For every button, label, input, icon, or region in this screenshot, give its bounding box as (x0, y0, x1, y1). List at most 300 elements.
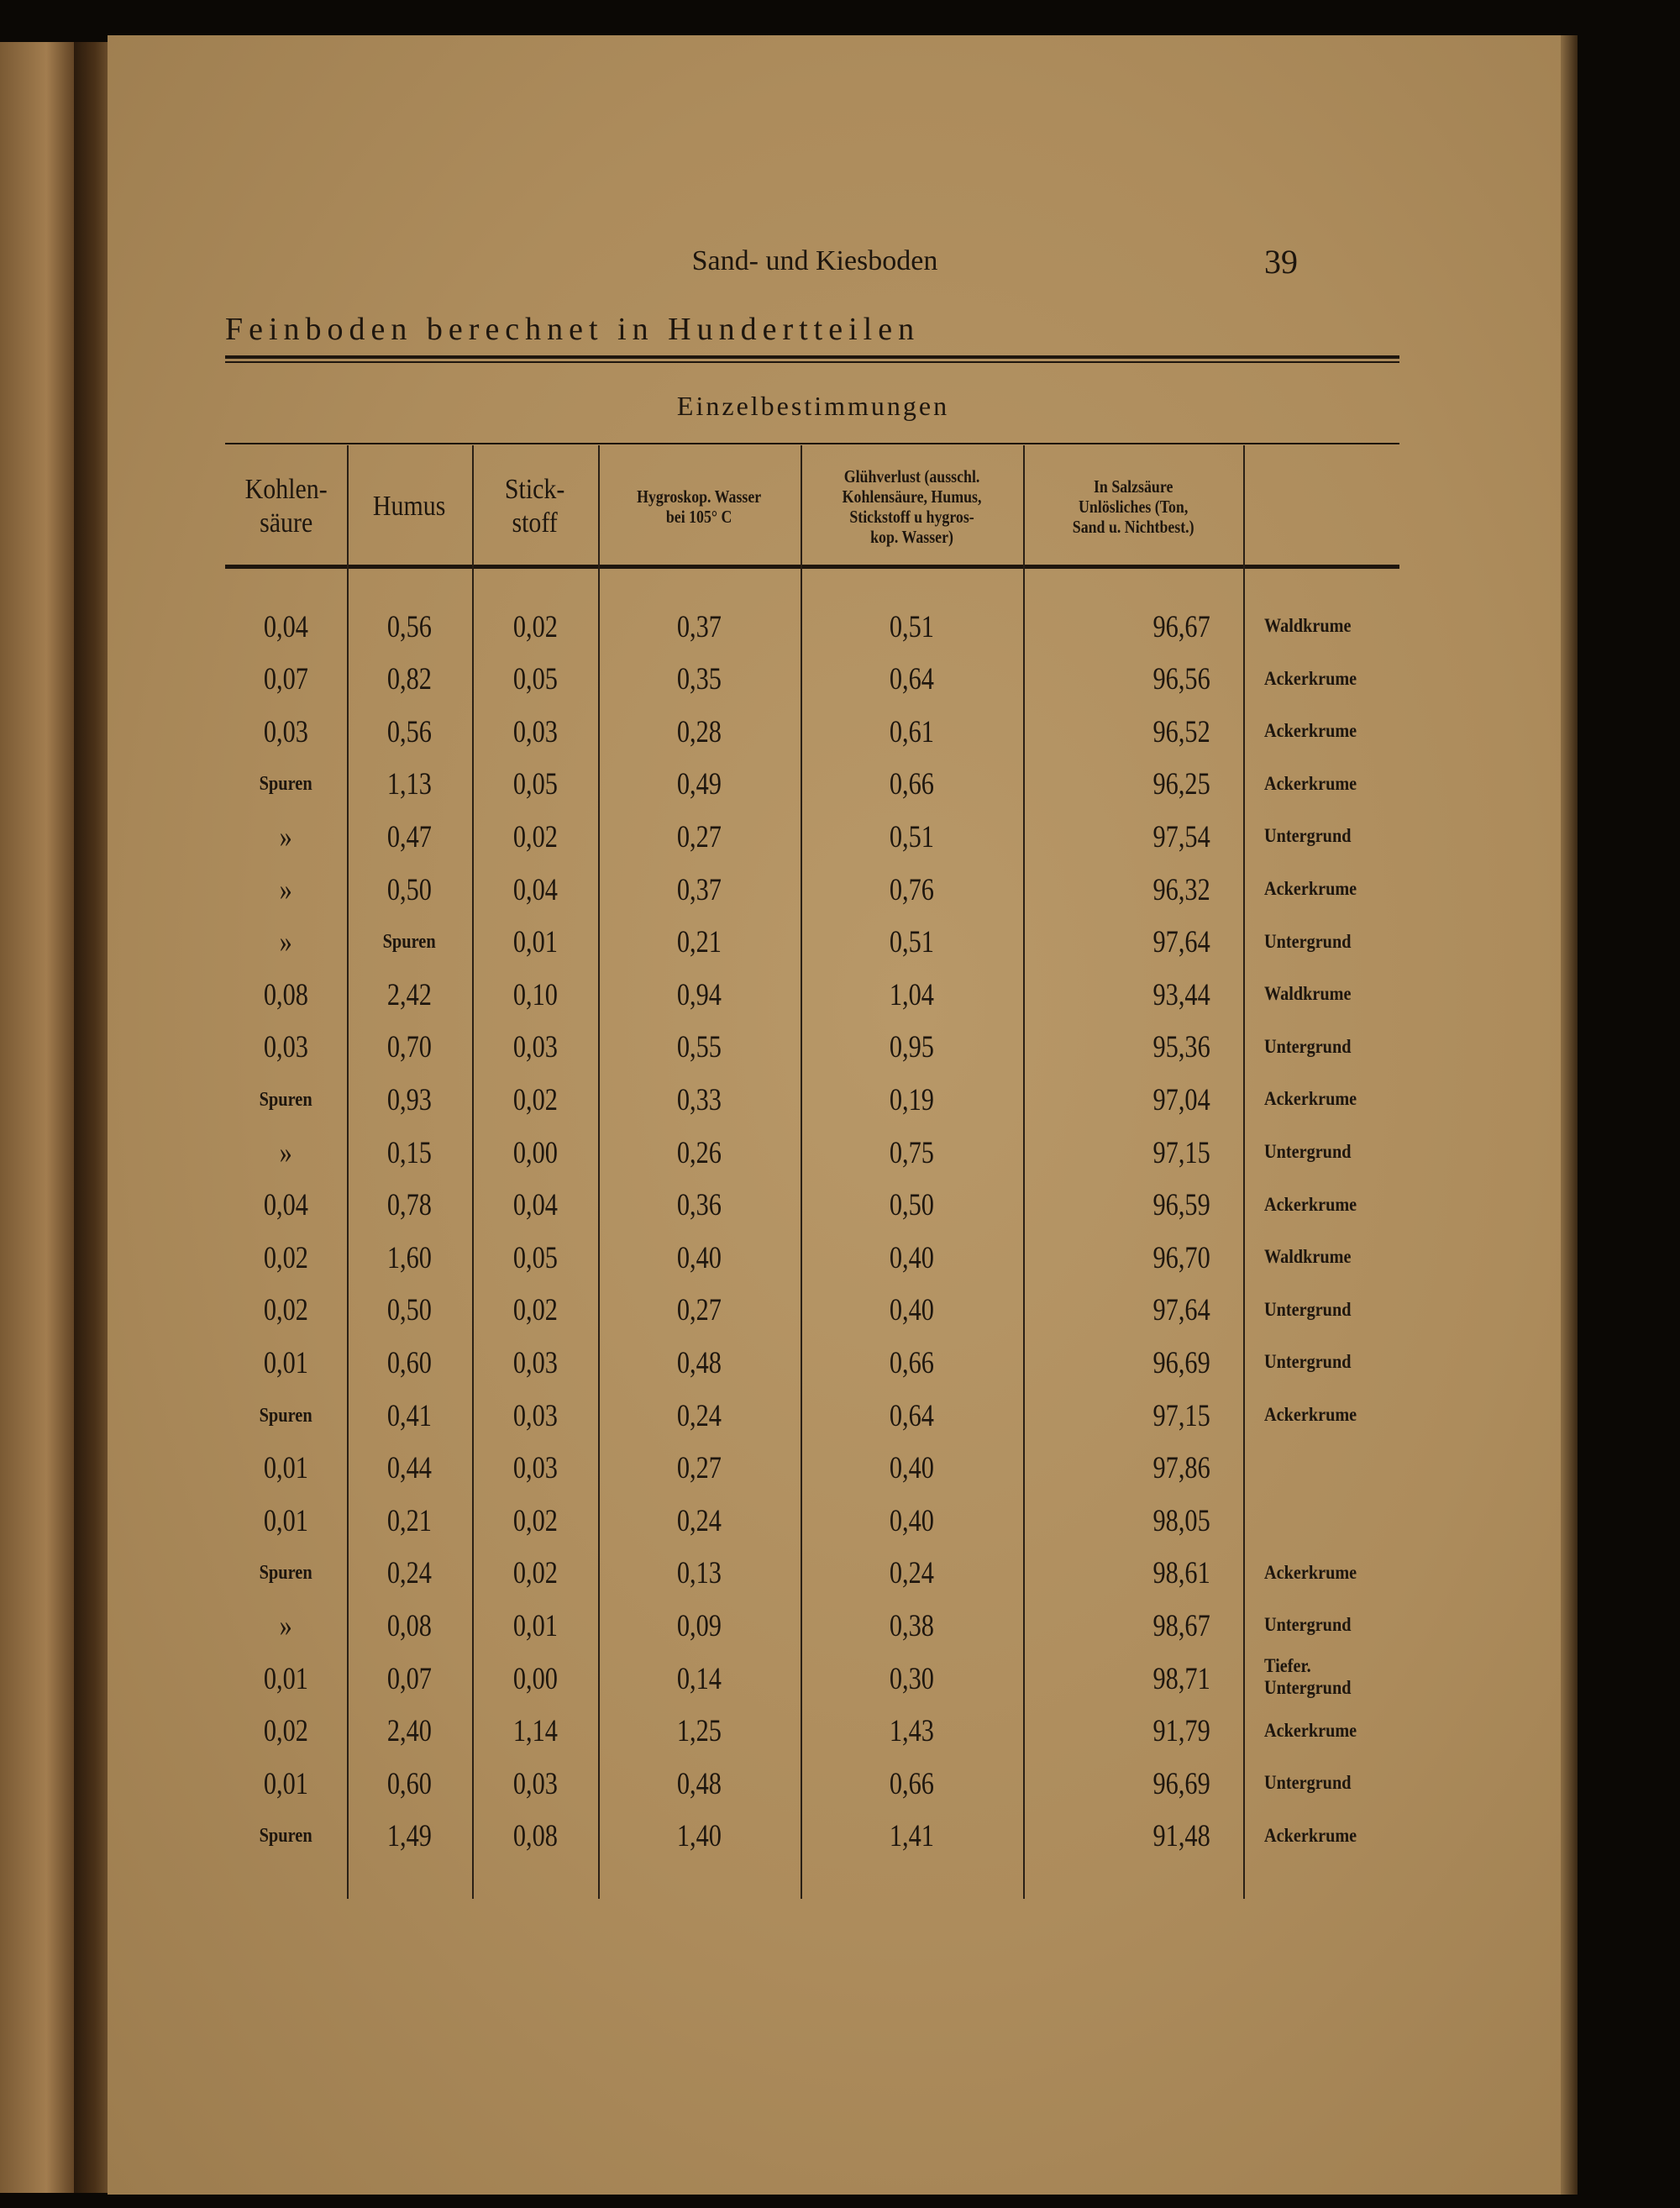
table-cell (472, 917, 598, 968)
table-cell (598, 1653, 801, 1704)
table-cell (472, 865, 598, 915)
table-cell (347, 812, 472, 862)
note-text: Untergrund (1264, 930, 1352, 952)
cell-value: 0,01 (512, 925, 558, 960)
note-text: Waldkrume (1264, 615, 1352, 636)
note-text: Ackerkrume (1264, 878, 1357, 899)
cell-value: 0,49 (676, 767, 722, 802)
table-cell (347, 1285, 472, 1336)
soil-layer-note (1264, 1404, 1415, 1426)
cell-value: 0,00 (512, 1135, 558, 1170)
cell-value: 91,79 (1152, 1714, 1210, 1749)
table-cell (598, 1233, 801, 1283)
table-cell (225, 1338, 347, 1388)
soil-layer-note (1264, 615, 1415, 637)
cell-value: 96,52 (1152, 714, 1210, 749)
soil-layer-note (1264, 931, 1415, 953)
table-cell (801, 1601, 1023, 1651)
title-rule-thin (225, 361, 1399, 363)
table-cell (347, 1023, 472, 1073)
cell-value: 0,48 (676, 1766, 722, 1801)
cell-value: 0,10 (512, 977, 558, 1012)
cell-value: 0,60 (386, 1345, 433, 1380)
table-cell (598, 1023, 801, 1073)
cell-value: 0,05 (512, 767, 558, 802)
column-header (801, 445, 1023, 567)
table-cell (801, 1180, 1023, 1231)
table-cell (801, 1443, 1023, 1494)
cell-value: 0,15 (386, 1135, 433, 1170)
cell-value: 96,56 (1152, 662, 1210, 697)
title-rule-thick (225, 355, 1399, 359)
table-cell (801, 602, 1023, 652)
column-header (598, 445, 801, 567)
table-cell (472, 1759, 598, 1809)
cell-value: » (279, 1135, 293, 1170)
table-cell (598, 1601, 801, 1651)
table-cell (472, 812, 598, 862)
table-cell (801, 812, 1023, 862)
note-text: Ackerkrume (1264, 1088, 1357, 1110)
table-cell (801, 1233, 1023, 1283)
table-cell (1023, 1180, 1216, 1231)
table-cell (472, 1548, 598, 1599)
table-cell (1023, 1759, 1216, 1809)
cell-value: 1,14 (512, 1714, 558, 1749)
table-cell (472, 760, 598, 810)
table-cell (472, 1128, 598, 1178)
cell-value: 0,03 (512, 1766, 558, 1801)
cell-value: 0,40 (889, 1240, 935, 1275)
cell-value: 96,67 (1152, 609, 1210, 644)
column-header-line: Unlösliches (Ton, (1078, 496, 1189, 517)
cell-value: 0,02 (263, 1293, 309, 1328)
cell-value: 0,51 (889, 609, 935, 644)
table-cell (1023, 1233, 1216, 1283)
table-cell (347, 917, 472, 968)
table-cell (225, 1706, 347, 1757)
table-cell (472, 707, 598, 757)
table-cell (347, 655, 472, 705)
soil-layer-note (1264, 720, 1415, 742)
cell-value: 0,02 (512, 1503, 558, 1538)
cell-value: 0,36 (676, 1188, 722, 1223)
table-cell (472, 1601, 598, 1651)
cell-value: 1,25 (676, 1714, 722, 1749)
table-cell (598, 1759, 801, 1809)
cell-value: 0,50 (386, 872, 433, 907)
note-text: Ackerkrume (1264, 1824, 1357, 1846)
table-cell (801, 1496, 1023, 1546)
cell-value: 0,26 (676, 1135, 722, 1170)
cell-value: 95,36 (1152, 1030, 1210, 1065)
cell-value: 0,08 (386, 1608, 433, 1643)
table-cell (1023, 812, 1216, 862)
table-cell (225, 865, 347, 915)
cell-value: 91,48 (1152, 1819, 1210, 1854)
cell-value: 0,08 (512, 1819, 558, 1854)
table-cell (598, 602, 801, 652)
table-cell (1023, 602, 1216, 652)
table-cell (347, 865, 472, 915)
cell-value: 0,02 (512, 1556, 558, 1591)
cell-value: 0,28 (676, 714, 722, 749)
cell-value: 1,41 (889, 1819, 935, 1854)
cell-value: Spuren (259, 1404, 313, 1427)
table-cell (598, 1338, 801, 1388)
table-cell (598, 1285, 801, 1336)
table-cell (225, 1075, 347, 1125)
table-cell (472, 1811, 598, 1862)
cell-value: 0,24 (386, 1556, 433, 1591)
cell-value: » (279, 872, 293, 907)
table-cell (472, 1023, 598, 1073)
table-cell (472, 1391, 598, 1441)
column-header-line: Kohlensäure, Humus, (842, 486, 982, 507)
cell-value: 2,40 (386, 1714, 433, 1749)
cell-value: 0,78 (386, 1188, 433, 1223)
right-page-edge (1561, 35, 1578, 2195)
table-cell (225, 760, 347, 810)
cell-value: 0,66 (889, 1345, 935, 1380)
table-cell (1023, 1338, 1216, 1388)
cell-value: 0,03 (512, 714, 558, 749)
cell-value: 97,54 (1152, 819, 1210, 854)
soil-layer-note (1264, 878, 1415, 900)
table-cell (1023, 917, 1216, 968)
note-text: Waldkrume (1264, 1246, 1352, 1268)
table-cell (1023, 970, 1216, 1020)
table-cell (1023, 1548, 1216, 1599)
table-cell (1023, 1653, 1216, 1704)
soil-layer-note (1264, 825, 1415, 847)
column-header-line: Stickstoff u hygros- (849, 506, 974, 527)
column-header-line: Kohlen- (244, 473, 328, 505)
cell-value: 98,61 (1152, 1556, 1210, 1591)
table-cell (225, 1548, 347, 1599)
cell-value: Spuren (259, 1562, 313, 1585)
table-cell (347, 602, 472, 652)
cell-value: 0,03 (263, 714, 309, 749)
cell-value: 97,15 (1152, 1398, 1210, 1433)
table-cell (1023, 1391, 1216, 1441)
table-cell (225, 1391, 347, 1441)
column-header-line: Glühverlust (ausschl. (843, 465, 980, 486)
cell-value: 0,50 (386, 1293, 433, 1328)
cell-value: 0,38 (889, 1608, 935, 1643)
cell-value: 0,95 (889, 1030, 935, 1065)
table-cell (801, 760, 1023, 810)
cell-value: 0,05 (512, 662, 558, 697)
note-text: Ackerkrume (1264, 720, 1357, 742)
soil-layer-note (1264, 1299, 1415, 1321)
table-cell (598, 970, 801, 1020)
table-cell (347, 707, 472, 757)
cell-value: 0,41 (386, 1398, 433, 1433)
cell-value: 0,37 (676, 609, 722, 644)
table-cell (598, 812, 801, 862)
cell-value: 0,03 (263, 1030, 309, 1065)
cell-value: 0,40 (889, 1503, 935, 1538)
table-cell (347, 1338, 472, 1388)
cell-value: 0,01 (263, 1766, 309, 1801)
table-cell (472, 1233, 598, 1283)
cell-value: 96,70 (1152, 1240, 1210, 1275)
note-text: Ackerkrume (1264, 1404, 1357, 1425)
table-cell (801, 707, 1023, 757)
cell-value: 0,24 (676, 1398, 722, 1433)
cell-value: 1,49 (386, 1819, 433, 1854)
book-spine (74, 42, 109, 2193)
table-cell (472, 970, 598, 1020)
table-cell (225, 970, 347, 1020)
cell-value: 0,82 (386, 662, 433, 697)
table-cell (225, 1023, 347, 1073)
soil-layer-note (1264, 668, 1415, 690)
table-cell (472, 1075, 598, 1125)
cell-value: 0,02 (512, 819, 558, 854)
table-cell (598, 1443, 801, 1494)
table-cell (801, 1706, 1023, 1757)
cell-value: » (279, 925, 293, 960)
cell-value: 0,94 (676, 977, 722, 1012)
column-header-line: säure (259, 507, 313, 539)
table-cell (347, 1233, 472, 1283)
table-cell (472, 1338, 598, 1388)
table-cell (1023, 1023, 1216, 1073)
note-text: Ackerkrume (1264, 1193, 1357, 1215)
cell-value: 0,21 (386, 1503, 433, 1538)
cell-value: 0,93 (386, 1082, 433, 1117)
table-cell (347, 1128, 472, 1178)
cell-value: 0,03 (512, 1345, 558, 1380)
table-cell (225, 602, 347, 652)
cell-value: Spuren (382, 931, 437, 954)
table-cell (472, 1653, 598, 1704)
table-cell (598, 1548, 801, 1599)
table-cell (225, 1233, 347, 1283)
cell-value: Spuren (259, 1825, 313, 1848)
cell-value: 0,48 (676, 1345, 722, 1380)
cell-value: 0,61 (889, 714, 935, 749)
table-cell (801, 1653, 1023, 1704)
table-cell (1023, 655, 1216, 705)
cell-value: 0,07 (386, 1661, 433, 1696)
cell-value: 0,35 (676, 662, 722, 697)
table-cell (225, 1811, 347, 1862)
table-cell (347, 1601, 472, 1651)
cell-value: 0,30 (889, 1661, 935, 1696)
table-cell (225, 1601, 347, 1651)
column-header-line: kop. Wasser) (870, 526, 953, 547)
header-top-rule (225, 443, 1399, 444)
cell-value: 97,15 (1152, 1135, 1210, 1170)
soil-layer-note (1264, 983, 1415, 1005)
table-cell (347, 1653, 472, 1704)
table-cell (598, 865, 801, 915)
cell-value: 0,02 (263, 1714, 309, 1749)
page-number: 39 (1264, 243, 1298, 281)
table-cell (801, 655, 1023, 705)
table-cell (1023, 1811, 1216, 1862)
table-cell (225, 1443, 347, 1494)
cell-value: 0,75 (889, 1135, 935, 1170)
column-header-line: stoff (512, 507, 559, 539)
cell-value: 0,03 (512, 1451, 558, 1486)
table-cell (225, 655, 347, 705)
table-cell (347, 1759, 472, 1809)
cell-value: 0,13 (676, 1556, 722, 1591)
running-head: Sand- und Kiesboden (691, 245, 938, 276)
cell-value: 97,04 (1152, 1082, 1210, 1117)
left-page-edge (0, 42, 77, 2193)
table-cell (801, 970, 1023, 1020)
cell-value: 98,05 (1152, 1503, 1210, 1538)
cell-value: 0,01 (263, 1345, 309, 1380)
cell-value: 0,14 (676, 1661, 722, 1696)
note-text: Ackerkrume (1264, 772, 1357, 794)
table-cell (347, 970, 472, 1020)
soil-layer-note (1264, 1194, 1415, 1216)
table-cell (801, 1075, 1023, 1125)
cell-value: 0,01 (263, 1451, 309, 1486)
cell-value: 0,05 (512, 1240, 558, 1275)
cell-value: 0,33 (676, 1082, 722, 1117)
table-cell (598, 1391, 801, 1441)
table-cell (598, 917, 801, 968)
table-cell (225, 1653, 347, 1704)
note-text: Untergrund (1264, 1141, 1352, 1162)
cell-value: 0,56 (386, 609, 433, 644)
cell-value: 0,56 (386, 714, 433, 749)
cell-value: 0,04 (512, 872, 558, 907)
cell-value: 97,64 (1152, 1293, 1210, 1328)
table-cell (598, 1180, 801, 1231)
table-cell (598, 1811, 801, 1862)
table-cell (1023, 707, 1216, 757)
note-text: Untergrund (1264, 825, 1352, 847)
table-cell (472, 1285, 598, 1336)
table-cell (472, 1496, 598, 1546)
cell-value: 0,51 (889, 819, 935, 854)
cell-value: 0,40 (676, 1240, 722, 1275)
note-text: Tiefer. Untergrund (1264, 1655, 1352, 1698)
cell-value: 96,69 (1152, 1345, 1210, 1380)
column-header (472, 445, 598, 567)
table-cell (472, 602, 598, 652)
table-cell (598, 760, 801, 810)
cell-value: 1,43 (889, 1714, 935, 1749)
cell-value: 0,27 (676, 1451, 722, 1486)
cell-value: 0,70 (386, 1030, 433, 1065)
table-cell (347, 1548, 472, 1599)
note-text: Untergrund (1264, 1298, 1352, 1320)
column-header (347, 445, 472, 567)
table-cell (1023, 1496, 1216, 1546)
soil-layer-note (1264, 1772, 1415, 1794)
table-cell (801, 1285, 1023, 1336)
table-cell (1023, 1285, 1216, 1336)
soil-layer-note (1264, 1825, 1415, 1847)
cell-value: Spuren (259, 1088, 313, 1111)
cell-value: 0,66 (889, 767, 935, 802)
table-cell (598, 655, 801, 705)
soil-layer-note (1264, 1088, 1415, 1110)
table-cell (225, 1496, 347, 1546)
table-title: Feinboden berechnet in Hundertteilen (225, 312, 921, 347)
cell-value: 96,32 (1152, 872, 1210, 907)
cell-value: 0,01 (263, 1503, 309, 1538)
table-cell (598, 707, 801, 757)
soil-layer-note (1264, 1562, 1415, 1584)
table-cell (347, 1811, 472, 1862)
cell-value: 0,27 (676, 819, 722, 854)
table-cell (801, 1391, 1023, 1441)
column-header (1023, 445, 1243, 567)
cell-value: 0,66 (889, 1766, 935, 1801)
soil-layer-note (1264, 1614, 1415, 1636)
cell-value: 1,13 (386, 767, 433, 802)
table-cell (801, 1759, 1023, 1809)
cell-value: 0,02 (263, 1240, 309, 1275)
cell-value: 98,67 (1152, 1608, 1210, 1643)
cell-value: 0,64 (889, 662, 935, 697)
column-header-line: Hygroskop. Wasser (637, 486, 762, 507)
table-cell (347, 1706, 472, 1757)
note-text: Ackerkrume (1264, 667, 1357, 689)
cell-value: Spuren (259, 773, 313, 796)
note-text: Untergrund (1264, 1772, 1352, 1794)
soil-layer-note (1264, 1036, 1415, 1058)
table-cell (1023, 1443, 1216, 1494)
table-cell (598, 1128, 801, 1178)
cell-value: 0,40 (889, 1451, 935, 1486)
cell-value: 97,86 (1152, 1451, 1210, 1486)
table-cell (598, 1075, 801, 1125)
table-cell (801, 865, 1023, 915)
column-header-line: In Salzsäure (1093, 476, 1173, 497)
cell-value: 1,60 (386, 1240, 433, 1275)
column-header (225, 445, 347, 567)
cell-value: 0,00 (512, 1661, 558, 1696)
cell-value: 0,19 (889, 1082, 935, 1117)
note-text: Ackerkrume (1264, 1719, 1357, 1741)
column-header-line: Sand u. Nichtbest.) (1072, 516, 1194, 537)
cell-value: 0,01 (263, 1661, 309, 1696)
cell-value: 0,02 (512, 1293, 558, 1328)
cell-value: 0,02 (512, 1082, 558, 1117)
table-cell (472, 1180, 598, 1231)
cell-value: 0,03 (512, 1030, 558, 1065)
table-cell (225, 1180, 347, 1231)
cell-value: 0,08 (263, 977, 309, 1012)
cell-value: » (279, 1608, 293, 1643)
table-cell (225, 707, 347, 757)
table-cell (1023, 1706, 1216, 1757)
note-text: Untergrund (1264, 1614, 1352, 1636)
table-cell (347, 1443, 472, 1494)
table-cell (347, 1391, 472, 1441)
note-text: Waldkrume (1264, 983, 1352, 1005)
table-cell (1023, 865, 1216, 915)
cell-value: 2,42 (386, 977, 433, 1012)
note-text: Untergrund (1264, 1035, 1352, 1057)
column-divider (1243, 445, 1245, 1899)
table-cell (225, 1285, 347, 1336)
table-cell (472, 1706, 598, 1757)
table-cell (225, 917, 347, 968)
table-cell (801, 1128, 1023, 1178)
